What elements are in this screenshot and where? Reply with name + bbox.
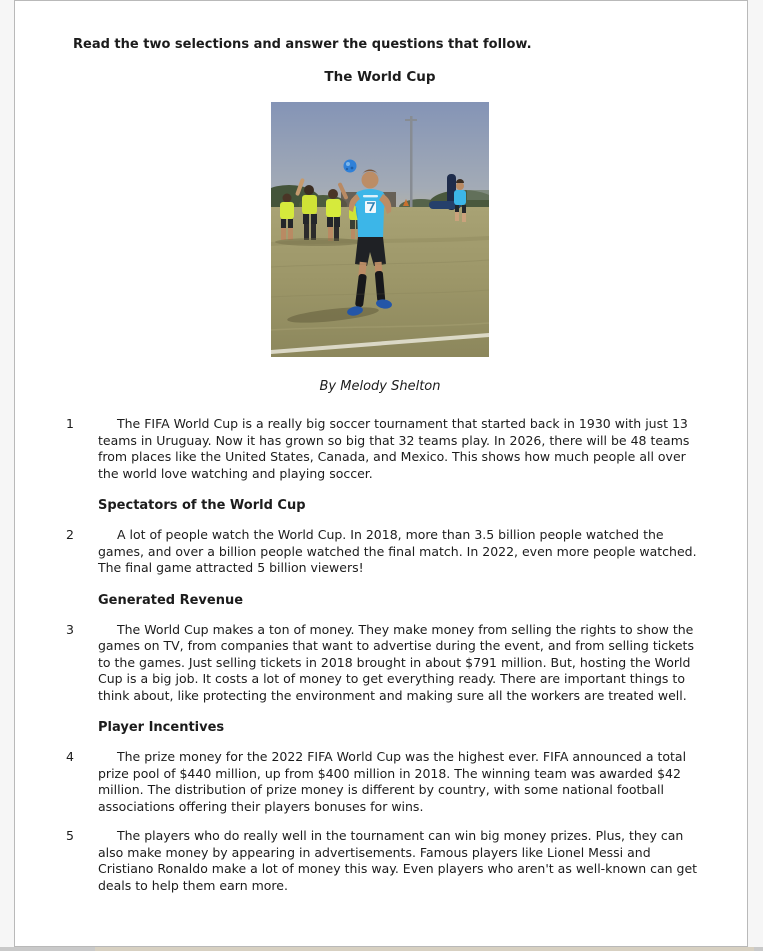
paragraph-1-text: The FIFA World Cup is a really big soccer tournament that started back in 1930 with just 13 teams in Uruguay. Now it has grown so big that 32 teams play. In 2026, there will be 48 teams from places like the United States, Canada, and Mexico. This shows how much people all over the world love watching and playing soccer. [98,416,690,481]
passage-photo [271,102,489,357]
passage-body [59,416,701,894]
paragraph-4-number: 4 [66,749,74,764]
instruction-text: Read the two selections and answer the questions that follow. [73,37,532,52]
passage-content [15,1,747,894]
section-heading-revenue: Generated Revenue [98,592,244,608]
paragraph-5-text: The players who do really well in the tournament can win big money prizes. Plus, they can also make money by appearing in advertisements. Famous players like Lionel Messi and Cristiano Ronaldo make a lot of money this way. Even players who aren't as well-known can get deals to help them earn more. [98,828,698,893]
paragraph-2-number: 2 [66,527,74,542]
section-heading-spectators: Spectators of the World Cup [98,498,306,513]
section-heading-incentives: Player Incentives [98,720,225,735]
paragraph-2 [66,527,701,577]
byline: By Melody Shelton [319,379,441,394]
paragraph-2-text: A lot of people watch the World Cup. In 2018, more than 3.5 billion people watched the games, and over a billion people watched the final match. In 2022, even more people watched. The final game attracted 5 billion viewers! [98,527,697,575]
bottom-strip-accent [95,947,754,951]
paragraph-3-text: The World Cup makes a ton of money. They make money from selling the rights to show the games on TV, from companies that want to advertise during the event, and from selling tickets to the games. Just selling tickets in 2018 brought in about $791 million. But, hosting the World Cup is a big job. It costs a lot of money to get everything ready. There are important things to think about, like protecting the environment and making sure all the workers are treated well. [98,621,694,703]
passage-card [14,0,748,947]
paragraph-4-text: The prize money for the 2022 FIFA World Cup was the highest ever. FIFA announced a total prize pool of $440 million, up from $400 million in 2018. The winning team was awarded $42 million. The distribution of prize money is different by country, with some national football associations offering their players bonuses for wins. [98,749,687,814]
paragraph-3-number: 3 [66,621,74,637]
paragraph-1-number: 1 [66,416,74,431]
passage-title: The World Cup [324,69,436,85]
soccer-photo-illustration [271,102,489,357]
paragraph-1 [66,416,701,482]
paragraph-5-number: 5 [66,828,74,843]
paragraph-3 [66,622,701,705]
bottom-strip [0,947,763,951]
paragraph-5 [66,828,701,894]
paragraph-4 [66,749,701,815]
